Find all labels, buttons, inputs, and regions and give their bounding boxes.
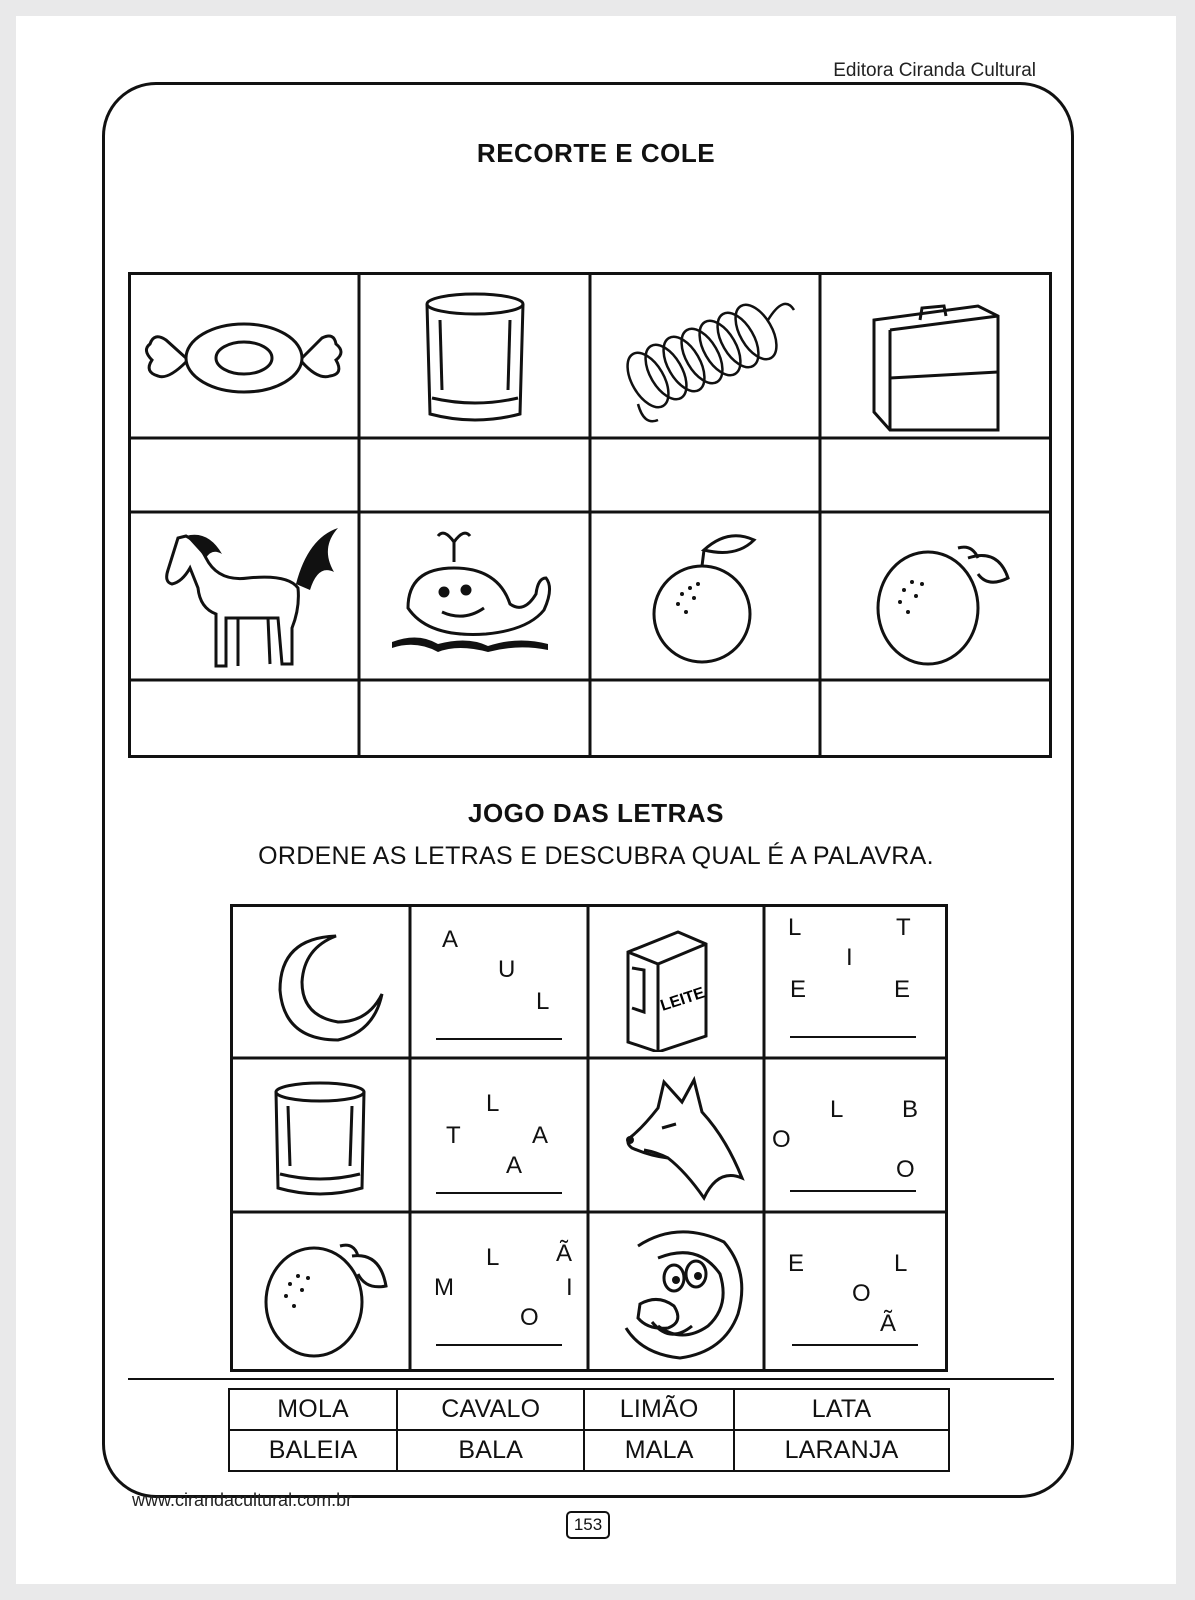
scrambled-letter: A bbox=[442, 926, 459, 953]
word-bank-cell: BALEIA bbox=[229, 1430, 397, 1471]
cut-paste-grid bbox=[128, 272, 1052, 758]
scrambled-letter: E bbox=[894, 976, 911, 1003]
page-number: 153 bbox=[566, 1511, 610, 1539]
spring-icon bbox=[598, 280, 812, 432]
answer-blank[interactable] bbox=[790, 1036, 916, 1038]
scrambled-letter: T bbox=[446, 1122, 461, 1149]
can-icon bbox=[368, 280, 582, 432]
instruction-text: ORDENE AS LETRAS E DESCUBRA QUAL É A PALAVRA. bbox=[258, 842, 934, 870]
scrambled-letter: A bbox=[532, 1122, 549, 1149]
answer-blank[interactable] bbox=[436, 1038, 562, 1040]
answer-blank[interactable] bbox=[790, 1190, 916, 1192]
scrambled-letter: I bbox=[566, 1274, 573, 1301]
website-url: www.cirandacultural.com.br bbox=[132, 1490, 353, 1510]
scrambled-letter: O bbox=[852, 1280, 871, 1307]
word-bank-cell: LATA bbox=[734, 1389, 949, 1430]
letter-game-grid bbox=[230, 904, 948, 1372]
answer-blank[interactable] bbox=[436, 1344, 562, 1346]
scrambled-letter: Ã bbox=[556, 1240, 573, 1267]
can-icon bbox=[240, 1068, 400, 1204]
milk-carton-icon bbox=[598, 912, 756, 1052]
word-bank-cell: LIMÃO bbox=[584, 1389, 734, 1430]
scrambled-letter: E bbox=[790, 976, 807, 1003]
scrambled-letter: L bbox=[830, 1096, 844, 1123]
word-bank-cell: BALA bbox=[397, 1430, 584, 1471]
scrambled-letter: L bbox=[894, 1250, 908, 1277]
scrambled-letter: O bbox=[772, 1126, 791, 1153]
word-bank-cell: MOLA bbox=[229, 1389, 397, 1430]
horse-icon bbox=[138, 518, 352, 674]
lemon-icon bbox=[828, 518, 1044, 674]
publisher-name: Editora Ciranda Cultural bbox=[833, 60, 1036, 81]
scrambled-letter: A bbox=[506, 1152, 523, 1179]
scrambled-letter: O bbox=[896, 1156, 915, 1183]
whale-icon bbox=[368, 518, 582, 674]
scrambled-letter: L bbox=[486, 1090, 500, 1117]
scrambled-letter: Ã bbox=[880, 1310, 897, 1337]
scrambled-letter: M bbox=[434, 1274, 454, 1301]
lemon-icon bbox=[240, 1222, 400, 1362]
scrambled-letter: L bbox=[486, 1244, 500, 1271]
scrambled-letter: O bbox=[520, 1304, 539, 1331]
scrambled-letter: E bbox=[788, 1250, 805, 1277]
section-title-jogo: JOGO DAS LETRAS bbox=[468, 798, 724, 828]
suitcase-icon bbox=[828, 280, 1044, 432]
wolf-icon bbox=[598, 1068, 756, 1204]
section-title-recorte: RECORTE E COLE bbox=[476, 138, 716, 168]
divider-line bbox=[128, 1378, 1054, 1380]
word-bank bbox=[228, 1388, 950, 1470]
word-bank-cell: MALA bbox=[584, 1430, 734, 1471]
candy-icon bbox=[136, 280, 352, 432]
scrambled-letter: L bbox=[536, 988, 550, 1015]
scrambled-letter: U bbox=[498, 956, 516, 983]
scrambled-letter: I bbox=[846, 944, 853, 971]
answer-blank[interactable] bbox=[792, 1344, 918, 1346]
worksheet-page bbox=[16, 16, 1176, 1584]
moon-icon bbox=[240, 914, 400, 1050]
carton-label: LEITE bbox=[658, 984, 707, 1015]
word-bank-cell: LARANJA bbox=[734, 1430, 949, 1471]
scrambled-letter: T bbox=[896, 914, 911, 941]
lion-icon bbox=[598, 1222, 756, 1362]
scrambled-letter: B bbox=[902, 1096, 919, 1123]
word-bank-cell: CAVALO bbox=[397, 1389, 584, 1430]
answer-blank[interactable] bbox=[436, 1192, 562, 1194]
scrambled-letter: L bbox=[788, 914, 802, 941]
orange-icon bbox=[598, 518, 812, 674]
